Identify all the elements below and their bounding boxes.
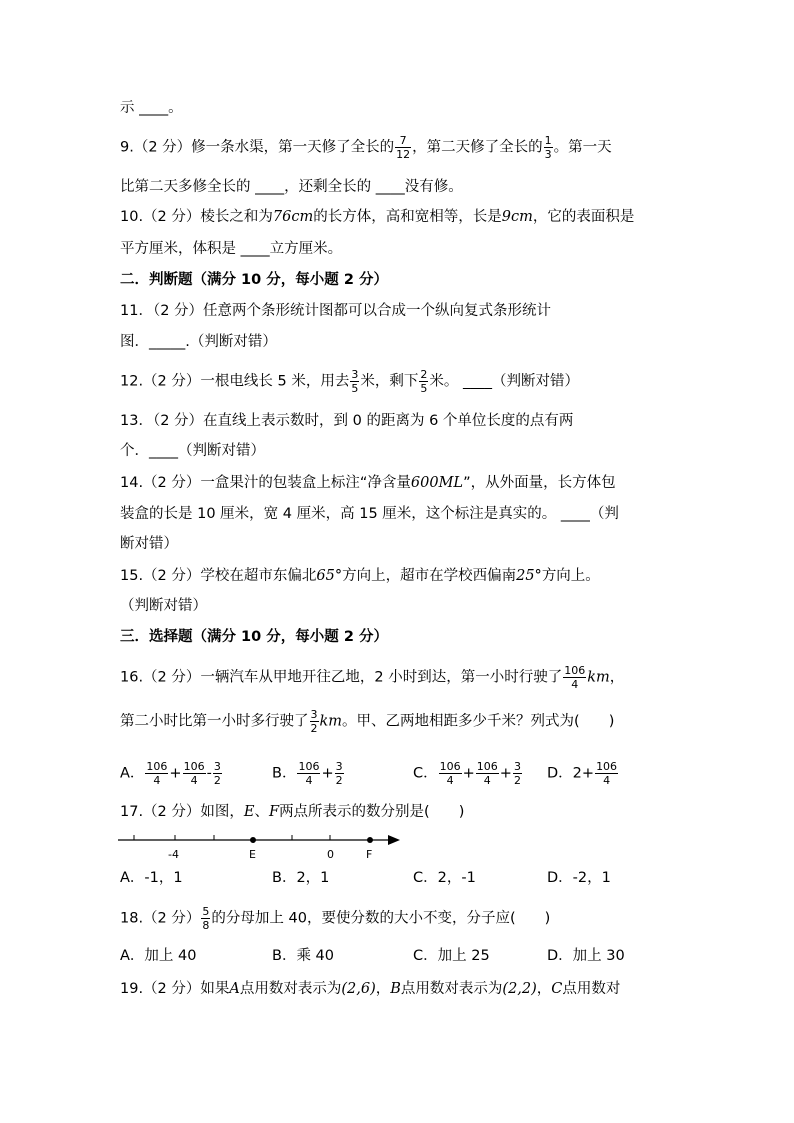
point-c-label: C bbox=[551, 981, 563, 997]
frac-den: 4 bbox=[439, 773, 462, 787]
point-f-dot bbox=[367, 837, 373, 843]
point-f-label: F bbox=[269, 804, 280, 820]
question-19 bbox=[120, 979, 620, 999]
frac-num: 3 bbox=[513, 760, 521, 773]
plus-sign: + bbox=[462, 765, 475, 782]
section-2-heading: 二．判断题（满分 10 分，每小题 2 分） bbox=[120, 272, 388, 288]
q10-value-1: 76cm bbox=[272, 209, 314, 225]
coord-a: (2,6) bbox=[341, 981, 376, 997]
point-e-dot bbox=[250, 837, 256, 843]
q15-value-1: 65° bbox=[316, 568, 343, 584]
frac-106-4 bbox=[439, 760, 462, 787]
q19-text-4: 点用数对表示为 bbox=[400, 981, 503, 997]
q18-text-2: 的分母加上 40，要使分数的大小不变，分子应( ) bbox=[211, 910, 551, 927]
q15-text-2: 方向上，超市在学校西偏南 bbox=[342, 568, 517, 584]
q11-line-2: 图．_____.（判断对错） bbox=[120, 334, 277, 350]
q16-option-d bbox=[547, 760, 619, 787]
frac-num: 106 bbox=[183, 760, 205, 773]
q17-option-d: D．-2，1 bbox=[547, 870, 611, 886]
frac-106-4 bbox=[183, 760, 206, 787]
question-10 bbox=[120, 207, 634, 227]
q9-text-1: 9.（2 分）修一条水渠，第一天修了全长的 bbox=[120, 139, 395, 156]
coord-b: (2,2) bbox=[502, 981, 537, 997]
point-e-label: E bbox=[243, 804, 255, 820]
q17-option-c: C．2，-1 bbox=[413, 870, 476, 886]
q16-option-b bbox=[272, 760, 345, 787]
fraction-2-5 bbox=[419, 368, 428, 395]
q19-text-5: ， bbox=[536, 981, 552, 997]
frac-106-4 bbox=[145, 760, 168, 787]
option-letter: C． bbox=[413, 765, 438, 782]
frac-den: 2 bbox=[335, 774, 343, 787]
question-16 bbox=[120, 664, 624, 691]
q18-option-a: A．加上 40 bbox=[120, 948, 197, 964]
frac-3-2 bbox=[513, 760, 522, 787]
q14-text-1: 14.（2 分）一盒果汁的包装盒上标注“净含量 bbox=[120, 475, 411, 491]
frac-den: 12 bbox=[396, 148, 411, 161]
q12-text-3: 米。 ____（判断对错） bbox=[429, 373, 579, 390]
option-letter: B． bbox=[272, 765, 297, 782]
q9-text-3: 。第一天 bbox=[553, 139, 612, 156]
frac-den: 4 bbox=[476, 773, 499, 787]
question-12 bbox=[120, 368, 579, 395]
q17-option-b: B．2，1 bbox=[272, 870, 330, 886]
fraction-106-4 bbox=[563, 664, 586, 691]
frac-num: 7 bbox=[399, 134, 407, 147]
option-letter: A． bbox=[120, 765, 145, 782]
q16-unit-2: km bbox=[319, 713, 343, 730]
frac-num: 106 bbox=[476, 760, 498, 773]
q9-line-2: 比第二天多修全长的 ____，还剩全长的 ____没有修。 bbox=[120, 179, 463, 195]
q15-text-3: 方向上。 bbox=[541, 568, 600, 584]
frac-num: 106 bbox=[146, 760, 168, 773]
option-letter: D． bbox=[547, 765, 573, 782]
axis-label-minus-4: -4 bbox=[168, 848, 179, 861]
question-9 bbox=[120, 134, 612, 161]
q17-sep: 、 bbox=[254, 804, 269, 820]
fraction-7-12 bbox=[395, 134, 411, 161]
q10-text-3: ，它的表面积是 bbox=[532, 209, 635, 225]
frac-num: 106 bbox=[596, 760, 618, 773]
frac-num: 2 bbox=[420, 368, 428, 381]
q17-text-2: 两点所表示的数分别是( ) bbox=[279, 804, 465, 820]
frac-den: 4 bbox=[297, 773, 320, 787]
frac-num: 106 bbox=[439, 760, 461, 773]
q16-text-2: 第二小时比第一小时多行驶了 bbox=[120, 713, 309, 730]
q12-text-1: 12.（2 分）一根电线长 5 米，用去 bbox=[120, 373, 350, 390]
q16-unit-1: km bbox=[587, 669, 610, 686]
fraction-1-3 bbox=[544, 134, 553, 161]
q16-option-c bbox=[413, 760, 523, 787]
q17-text-1: 17.（2 分）如图， bbox=[120, 804, 244, 820]
q18-option-d: D．加上 30 bbox=[547, 948, 625, 964]
q14-text-2: ”，从外面量，长方体包 bbox=[463, 475, 616, 491]
minus-sign: - bbox=[206, 765, 212, 782]
q14-line-3: 断对错） bbox=[120, 536, 178, 552]
frac-den: 5 bbox=[351, 382, 359, 395]
frac-num: 5 bbox=[202, 905, 210, 918]
number-two: 2 bbox=[572, 765, 582, 782]
q19-text-3: ， bbox=[375, 981, 391, 997]
question-14 bbox=[120, 473, 616, 493]
number-line-arrow bbox=[388, 835, 400, 845]
plus-sign: + bbox=[169, 765, 182, 782]
frac-den: 4 bbox=[183, 773, 206, 787]
plus-sign: + bbox=[321, 765, 334, 782]
number-line bbox=[118, 826, 408, 866]
frac-num: 106 bbox=[564, 664, 586, 677]
frac-num: 3 bbox=[310, 708, 318, 721]
q12-text-2: 米，剩下 bbox=[360, 373, 419, 390]
q18-option-c: C．加上 25 bbox=[413, 948, 490, 964]
section-3-heading: 三．选择题（满分 10 分，每小题 2 分） bbox=[120, 629, 388, 645]
frac-num: 106 bbox=[298, 760, 320, 773]
frac-num: 3 bbox=[335, 760, 343, 773]
point-a-label: A bbox=[229, 981, 240, 997]
frac-3-2 bbox=[213, 760, 222, 787]
q19-text-6: 点用数对 bbox=[562, 981, 621, 997]
q14-value-1: 600ML bbox=[410, 475, 464, 491]
axis-label-f: F bbox=[366, 848, 373, 861]
q10-value-2: 9cm bbox=[501, 209, 533, 225]
frac-den: 5 bbox=[420, 382, 428, 395]
q14-line-2: 装盒的长是 10 厘米，宽 4 厘米，高 15 厘米，这个标注是真实的。 ____（判 bbox=[120, 506, 619, 522]
q19-text-2: 点用数对表示为 bbox=[239, 981, 342, 997]
question-15 bbox=[120, 566, 600, 586]
q13-line-2: 个．____（判断对错） bbox=[120, 443, 265, 459]
frac-den: 2 bbox=[213, 774, 221, 787]
point-b-label: B bbox=[390, 981, 401, 997]
q16-option-a bbox=[120, 760, 223, 787]
fraction-3-5 bbox=[350, 368, 359, 395]
frac-106-4 bbox=[595, 760, 618, 787]
fraction-3-2 bbox=[310, 708, 319, 735]
frac-den: 2 bbox=[310, 722, 318, 735]
frac-num: 3 bbox=[213, 760, 221, 773]
q15-text-1: 15.（2 分）学校在超市东偏北 bbox=[120, 568, 317, 584]
q10-line-2: 平方厘米，体积是 ____立方厘米。 bbox=[120, 241, 343, 257]
q10-text-2: 的长方体，高和宽相等，长是 bbox=[313, 209, 502, 225]
axis-label-e: E bbox=[249, 848, 256, 861]
q9-text-2: ，第二天修了全长的 bbox=[412, 139, 543, 156]
plus-sign: + bbox=[581, 765, 595, 782]
frac-106-4 bbox=[476, 760, 499, 787]
frac-3-2 bbox=[335, 760, 344, 787]
q16-line-2 bbox=[120, 708, 614, 735]
frac-den: 4 bbox=[595, 773, 618, 787]
frac-num: 3 bbox=[351, 368, 359, 381]
plus-sign: + bbox=[499, 765, 512, 782]
q15-line-2: （判断对错） bbox=[120, 598, 207, 614]
frac-den: 2 bbox=[513, 774, 521, 787]
question-11: 11．（2 分）任意两个条形统计图都可以合成一个纵向复式条形统计 bbox=[120, 303, 552, 319]
q16-text-1: 16.（2 分）一辆汽车从甲地开往乙地，2 小时到达，第一小时行驶了 bbox=[120, 669, 563, 686]
q8-continuation: 示 ____。 bbox=[120, 100, 183, 116]
frac-den: 4 bbox=[145, 773, 168, 787]
q10-text-1: 10.（2 分）棱长之和为 bbox=[120, 209, 273, 225]
frac-106-4 bbox=[297, 760, 320, 787]
q19-text-1: 19.（2 分）如果 bbox=[120, 981, 230, 997]
frac-num: 1 bbox=[544, 134, 552, 147]
frac-den: 3 bbox=[544, 148, 552, 161]
q15-value-2: 25° bbox=[516, 568, 542, 584]
frac-den: 8 bbox=[202, 919, 210, 932]
q16-text-3: 。甲、乙两地相距多少千米？列式为( ) bbox=[342, 713, 615, 730]
q17-option-a: A．-1，1 bbox=[120, 870, 183, 886]
q18-text-1: 18.（2 分） bbox=[120, 910, 201, 927]
frac-den: 4 bbox=[563, 677, 586, 691]
fraction-5-8 bbox=[201, 905, 210, 932]
q16-text-1-end: ， bbox=[609, 669, 625, 686]
q18-option-b: B．乘 40 bbox=[272, 948, 335, 964]
question-17 bbox=[120, 802, 464, 822]
axis-label-0: 0 bbox=[327, 848, 334, 861]
question-18 bbox=[120, 905, 550, 932]
question-13: 13．（2 分）在直线上表示数时，到 0 的距离为 6 个单位长度的点有两 bbox=[120, 413, 574, 429]
